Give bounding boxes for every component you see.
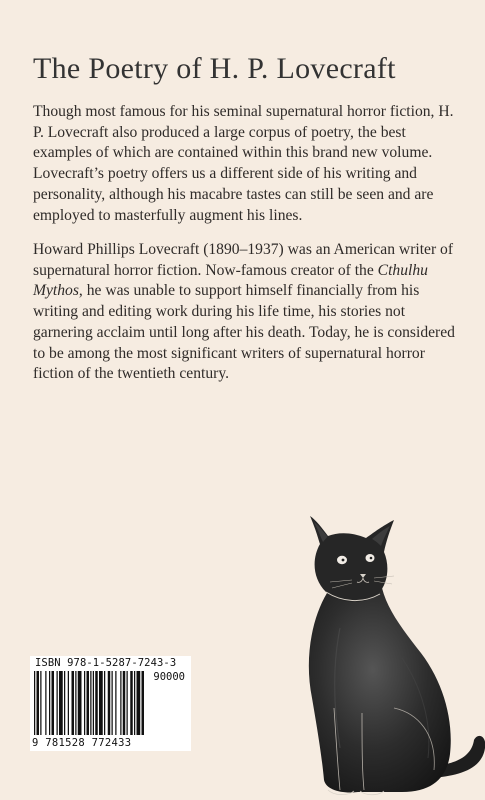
black-cat-icon	[282, 508, 485, 800]
isbn-label: ISBN 978-1-5287-7243-3	[35, 657, 177, 669]
bio-text-end: , he was unable to support himself financially from his writing and editing work during his life time, his stories not garnering acclaim until long after his death. Today, he is considered to be among the most significant writers of supernatural horror fiction of the twentieth century.	[33, 282, 455, 383]
bio-text-start: Howard Phillips Lovecraft (1890–1937) was an American writer of supernatural horror fiction. Now-famous creator of the	[33, 241, 454, 279]
description-paragraph: Though most famous for his seminal supernatural horror fiction, H. P. Lovecraft also produced a large corpus of poetry, the best examples of which are contained within this brand new volume. Lovecraft’s poetry offers us a different side of his writing and personality, although his macabre tastes can still be seen and are employed to masterfully augment his lines.	[33, 103, 454, 224]
ean-digits: 9 781528 772433	[32, 737, 132, 749]
barcode-panel	[30, 656, 191, 751]
cthulhu-mythos-title: Cthulhu Mythos	[33, 261, 428, 300]
price-code: 90000	[153, 671, 185, 683]
author-bio-paragraph	[33, 240, 463, 385]
book-title: The Poetry of H. P. Lovecraft	[33, 52, 396, 85]
